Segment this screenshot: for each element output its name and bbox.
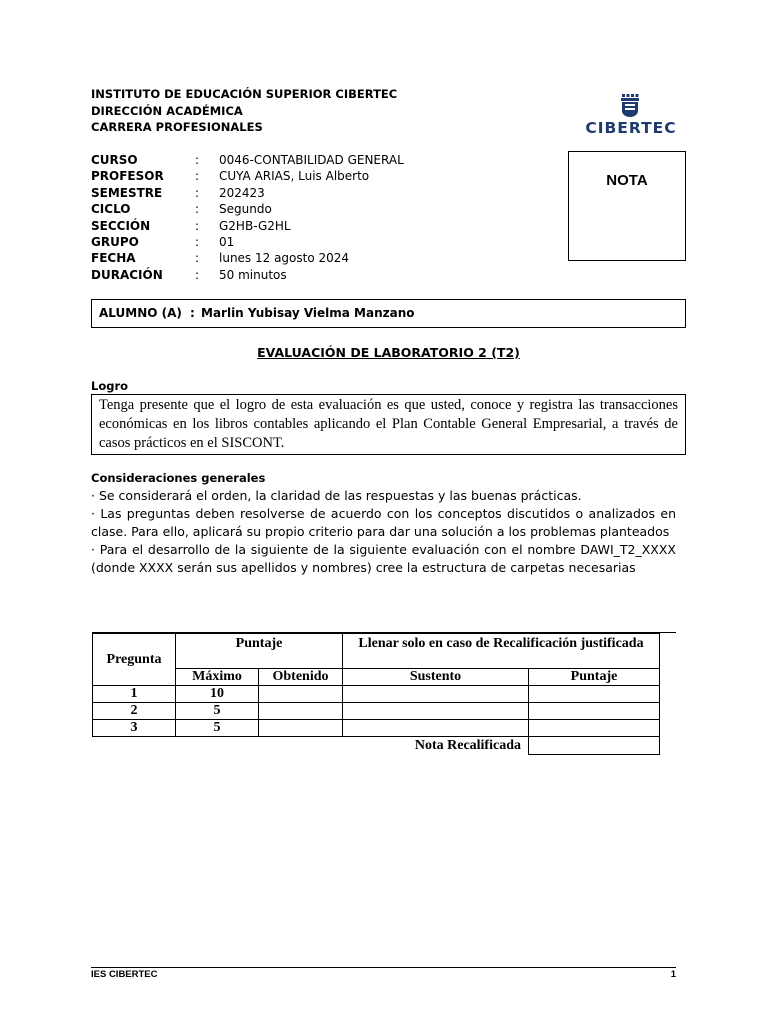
considerations-label: Consideraciones generales [91,471,266,485]
info-separator: : [195,153,200,167]
info-separator: : [195,218,200,233]
info-value: 202423 [219,185,265,200]
cell-obtenido[interactable] [259,703,343,720]
info-label: CICLO [91,202,131,217]
nota-recalificada-cell[interactable] [529,737,660,755]
table-row [93,703,660,720]
info-value: lunes 12 agosto 2024 [219,251,350,266]
info-separator: : [195,267,200,282]
info-label: FECHA [91,251,136,266]
cell-puntaje[interactable] [529,720,660,737]
info-value: 01 [219,235,235,249]
grade-box-label: NOTA [606,172,648,189]
cell-sustento[interactable] [343,686,529,703]
institute-name: INSTITUTO DE EDUCACIÓN SUPERIOR CIBERTEC [91,87,398,101]
logo-wordmark: CIBERTEC [585,119,677,137]
info-separator: : [195,251,200,266]
header-puntaje-recal: Puntaje [529,669,660,686]
cell-obtenido[interactable] [259,686,343,703]
consideration-item: · Se considerará el orden, la claridad de las respuestas y las buenas prácticas. [91,488,582,503]
cell-pregunta: 2 [93,703,176,720]
footer-institution: IES CIBERTEC [91,969,158,980]
info-label: SECCIÓN [91,218,151,233]
tower-icon [582,93,680,119]
table-subheader-row [93,669,660,686]
footer-rule [91,967,676,968]
info-separator: : [195,169,200,184]
cell-pregunta: 1 [93,686,176,703]
considerations-list [91,487,676,577]
info-label: CURSO [91,153,138,167]
cell-maximo: 5 [176,703,259,720]
cell-pregunta: 3 [93,720,176,737]
career-name: CARRERA PROFESIONALES [91,120,263,134]
table-footer-row [93,737,660,755]
header-maximo: Máximo [176,669,259,686]
student-label: ALUMNO (A) [99,306,182,320]
info-value: Segundo [219,202,272,217]
student-separator: : [190,306,195,320]
info-label: SEMESTRE [91,185,163,200]
cell-maximo: 10 [176,686,259,703]
header-obtenido: Obtenido [259,669,343,686]
header-sustento: Sustento [343,669,529,686]
header-pregunta: Pregunta [93,634,176,686]
cell-sustento[interactable] [343,720,529,737]
cell-obtenido[interactable] [259,720,343,737]
info-separator: : [195,185,200,200]
cell-maximo: 5 [176,720,259,737]
cell-puntaje[interactable] [529,703,660,720]
header-puntaje: Puntaje [176,634,343,669]
nota-recalificada-label: Nota Recalificada [414,737,521,753]
info-value: CUYA ARIAS, Luis Alberto [219,169,370,184]
consideration-item: · Las preguntas deben resolverse de acuerdo con los conceptos discutidos o analizados en clase. Para ello, aplicará su propio criterio para dar una solución a los problemas planteados [91,506,676,539]
table-header-row [93,634,660,669]
table-row [93,686,660,703]
logro-label: Logro [91,379,129,393]
consideration-item: · Para el desarrollo de la siguiente de la siguiente evaluación con el nombre DAWI_T2_XXXX (donde XXXX serán sus apellidos y nombres) cree la estructura de carpetas necesarias [91,542,676,575]
info-value: 0046-CONTABILIDAD GENERAL [219,153,404,167]
info-value: G2HB-G2HL [219,218,291,233]
info-label: GRUPO [91,235,139,249]
academic-direction: DIRECCIÓN ACADÉMICA [91,103,243,118]
info-label: PROFESOR [91,169,164,184]
grades-table [92,633,660,755]
info-separator: : [195,235,200,249]
logro-text: Tenga presente que el logro de esta evaluación es que usted, conoce y registra las transacciones económicas en los libros contables aplicando el Plan Contable General Empresarial, a través de casos prácticos en el SISCONT. [91,394,686,455]
info-label: DURACIÓN [91,267,163,282]
cell-puntaje[interactable] [529,686,660,703]
cibertec-logo [582,93,680,137]
grade-box [568,151,686,261]
student-box [91,299,686,328]
page-number: 1 [670,969,676,980]
student-name: Marlin Yubisay Vielma Manzano [201,306,415,320]
info-value: 50 minutos [219,267,287,282]
info-separator: : [195,202,200,217]
table-row [93,720,660,737]
header-recalificacion: Llenar solo en caso de Recalificación justificada [343,634,660,669]
cell-sustento[interactable] [343,703,529,720]
exam-title: EVALUACIÓN DE LABORATORIO 2 (T2) [257,345,520,360]
